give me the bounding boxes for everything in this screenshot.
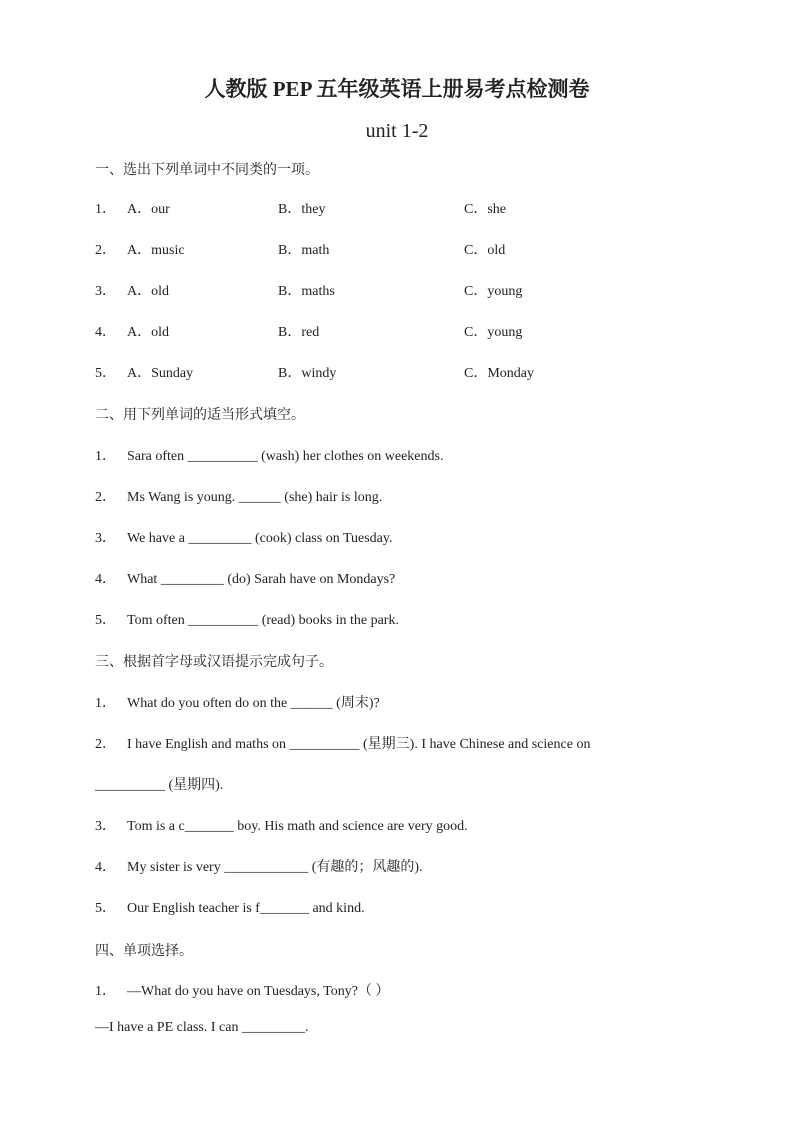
s3-question-4: [95, 858, 423, 878]
question-text: What do you often do on the ______ (周末)?: [127, 696, 380, 711]
question-number: 2．: [95, 490, 116, 505]
question-number: 1．: [95, 449, 116, 464]
s2-question-3: [95, 529, 392, 549]
option-b: B．red: [278, 325, 320, 340]
s1-question-5: [95, 364, 534, 384]
option-b: B．windy: [278, 366, 337, 381]
question-number: 4．: [95, 860, 116, 875]
page-title: 人教版 PEP 五年级英语上册易考点检测卷: [204, 77, 590, 101]
question-number: 1．: [95, 202, 116, 217]
section-4-heading: 四、单项选择。: [95, 943, 193, 959]
question-text: What _________ (do) Sarah have on Mondays?: [127, 572, 396, 587]
option-c: C．Monday: [464, 366, 534, 381]
s2-question-4: [95, 570, 395, 590]
question-number: 1．: [95, 984, 116, 999]
s3-question-2-continued: __________ (星期四).: [95, 778, 224, 793]
s2-question-5: [95, 611, 399, 631]
question-text: We have a _________ (cook) class on Tuesday.: [127, 531, 393, 546]
question-text: My sister is very ____________ (有趣的；风趣的).: [127, 860, 423, 875]
question-text: Tom is a c_______ boy. His math and science are very good.: [127, 819, 468, 834]
s3-question-2: [95, 735, 590, 755]
s3-question-3: [95, 817, 468, 837]
option-b: B．they: [278, 202, 326, 217]
question-number: 5．: [95, 901, 116, 916]
s1-question-2: [95, 241, 506, 261]
s4-question-1: [95, 982, 389, 1002]
question-number: 2．: [95, 737, 116, 752]
question-number: 3．: [95, 284, 116, 299]
option-a: A．old: [127, 284, 169, 299]
option-a: A．Sunday: [127, 366, 194, 381]
question-text: Sara often __________ (wash) her clothes on weekends.: [127, 449, 444, 464]
s3-question-5: [95, 899, 365, 919]
question-number: 5．: [95, 613, 116, 628]
option-a: A．our: [127, 202, 170, 217]
option-a: A．old: [127, 325, 169, 340]
question-number: 4．: [95, 572, 116, 587]
section-2-heading: 二、用下列单词的适当形式填空。: [95, 407, 305, 423]
s1-question-1: [95, 200, 506, 220]
s3-question-1: [95, 694, 380, 714]
section-3-heading: 三、根据首字母或汉语提示完成句子。: [95, 654, 333, 670]
question-text: —What do you have on Tuesdays, Tony?（ ）: [127, 984, 390, 999]
question-number: 4．: [95, 325, 116, 340]
s2-question-1: [95, 447, 443, 467]
s1-question-4: [95, 323, 523, 343]
question-number: 2．: [95, 243, 116, 258]
option-c: C．young: [464, 325, 523, 340]
question-text: Our English teacher is f_______ and kind.: [127, 901, 365, 916]
option-c: C．old: [464, 243, 506, 258]
question-number: 3．: [95, 531, 116, 546]
question-number: 5．: [95, 366, 116, 381]
question-text: I have English and maths on __________ (星期三). I have Chinese and science on: [127, 737, 591, 752]
question-number: 3．: [95, 819, 116, 834]
question-text: Tom often __________ (read) books in the park.: [127, 613, 399, 628]
option-a: A．music: [127, 243, 185, 258]
s2-question-2: [95, 488, 382, 508]
section-1-heading: 一、选出下列单词中不同类的一项。: [95, 162, 319, 178]
question-text: Ms Wang is young. ______ (she) hair is long.: [127, 490, 383, 505]
question-number: 1．: [95, 696, 116, 711]
s4-question-1-answer-line: —I have a PE class. I can _________.: [95, 1020, 309, 1035]
option-b: B．math: [278, 243, 330, 258]
option-b: B．maths: [278, 284, 335, 299]
option-c: C．she: [464, 202, 506, 217]
page-subtitle: unit 1-2: [365, 120, 429, 142]
s1-question-3: [95, 282, 523, 302]
option-c: C．young: [464, 284, 523, 299]
